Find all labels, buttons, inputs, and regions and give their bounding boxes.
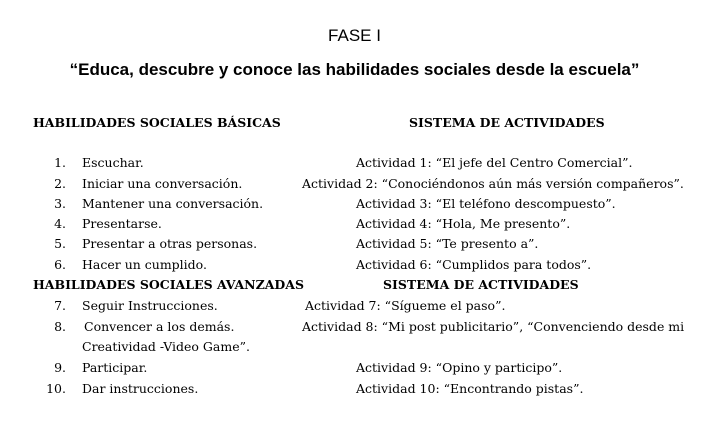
activity-label: Actividad 9: “Opino y participo”. — [356, 360, 563, 375]
basic-skills-heading: HABILIDADES SOCIALES BÁSICAS — [33, 115, 281, 130]
activity-label: Actividad 5: “Te presento a”. — [356, 236, 539, 251]
skill-label: Participar. — [82, 360, 148, 375]
activity-label: Actividad 2: “Conociéndonos aún más versión compañeros”. — [302, 176, 684, 191]
skill-label: Convencer a los demás. — [84, 319, 235, 334]
skill-label-continued: Creatividad -Video Game”. — [82, 339, 250, 354]
activity-label: Actividad 4: “Hola, Me presento”. — [356, 216, 571, 231]
skill-label: Dar instrucciones. — [82, 381, 199, 396]
skill-label: Hacer un cumplido. — [82, 257, 207, 272]
advanced-skills-heading: HABILIDADES SOCIALES AVANZADAS — [33, 277, 304, 292]
activity-label: Actividad 7: “Sígueme el paso”. — [305, 298, 506, 313]
document-subtitle: “Educa, descubre y conoce las habilidades sociales desde la escuela” — [69, 60, 640, 79]
skill-label: Presentarse. — [82, 216, 162, 231]
activity-label: Actividad 1: “El jefe del Centro Comercial”. — [356, 155, 633, 170]
activity-label: Actividad 6: “Cumplidos para todos”. — [356, 257, 592, 272]
skill-number: 4. — [54, 216, 66, 231]
activity-label: Actividad 3: “El teléfono descompuesto”. — [356, 196, 616, 211]
activity-label: Actividad 10: “Encontrando pistas”. — [356, 381, 584, 396]
activity-label: Actividad 8: “Mi post publicitario”, “Convenciendo desde mi — [302, 319, 685, 334]
activities-heading-1: SISTEMA DE ACTIVIDADES — [409, 115, 605, 130]
skill-number: 5. — [54, 236, 66, 251]
skill-number: 2. — [54, 176, 66, 191]
skill-number: 9. — [54, 360, 66, 375]
skill-number: 1. — [54, 155, 66, 170]
skill-number: 8. — [54, 319, 66, 334]
activities-heading-2: SISTEMA DE ACTIVIDADES — [383, 277, 579, 292]
skill-label: Escuchar. — [82, 155, 144, 170]
phase-title: FASE I — [328, 26, 381, 45]
skill-label: Seguir Instrucciones. — [82, 298, 218, 313]
skill-number: 7. — [54, 298, 66, 313]
skill-number: 10. — [46, 381, 66, 396]
skill-label: Iniciar una conversación. — [82, 176, 243, 191]
skill-label: Presentar a otras personas. — [82, 236, 258, 251]
skill-number: 6. — [54, 257, 66, 272]
skill-label: Mantener una conversación. — [82, 196, 264, 211]
skill-number: 3. — [54, 196, 66, 211]
